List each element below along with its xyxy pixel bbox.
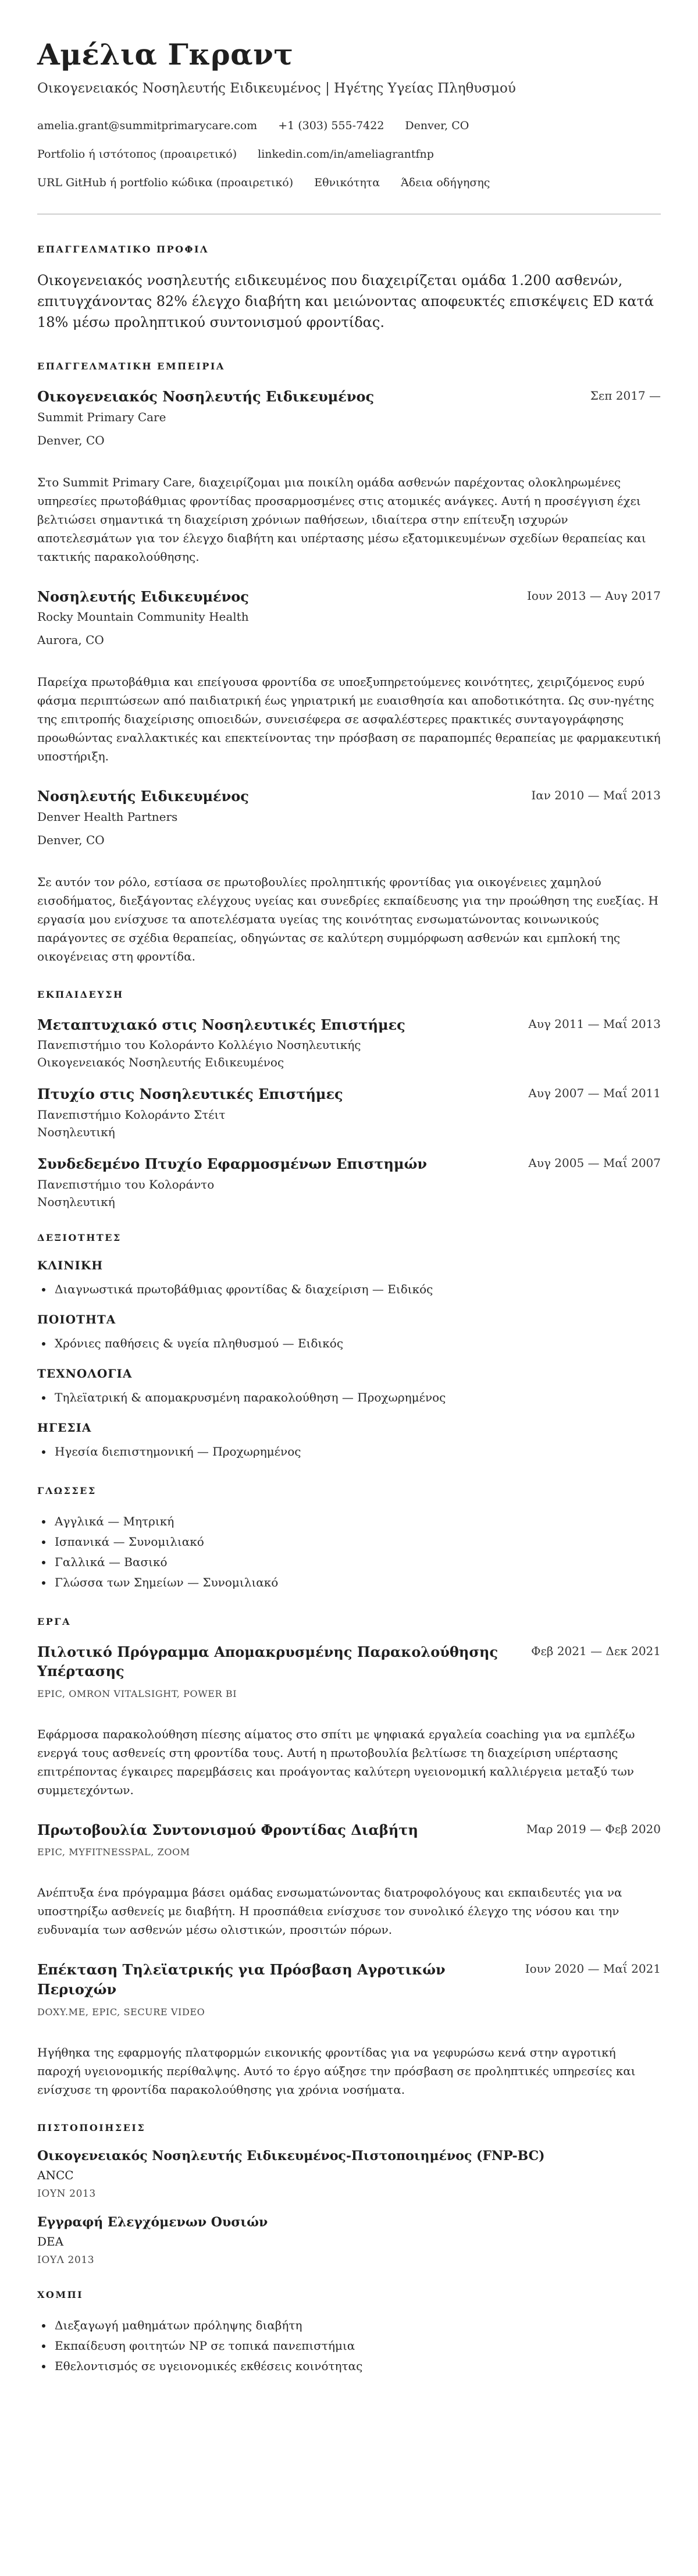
contact-row-3 (37, 176, 661, 189)
skill-item: Χρόνιες παθήσεις & υγεία πληθυσμού — Ειδικός (37, 1333, 661, 1354)
skill-group (37, 1421, 661, 1462)
job-location: Denver, CO (37, 433, 105, 447)
job-dates: Ιαν 2010 — Μαΐ 2013 (531, 788, 661, 803)
skill-category: ΠΟΙΟΤΗΤΑ (37, 1312, 116, 1326)
hobbies-section (37, 2289, 661, 2376)
skill-group (37, 1258, 661, 1300)
section-title: ΔΕΞΙΟΤΗΤΕΣ (37, 1232, 122, 1243)
hobby-item: Εθελοντισμός σε υγειονομικές εκθέσεις κοινότητας (37, 2356, 661, 2376)
employer: Rocky Mountain Community Health (37, 610, 249, 624)
job-description: Παρείχα πρωτοβάθμια και επείγουσα φροντίδα σε υποεξυπηρετούμενες κοινότητες, χειριζόμενος ευρύ φάσμα περιπτώσεων από παιδιατρική έως γηριατρική με ευαισθησία και αποδοτικότητα. Ως συν-ηγέτης της επιτροπής διαχείρισης οπιοειδών, συνεισέφερα σε ασφαλέστερες πρακτικές συνταγογράφησης προωθώντας εναλλακτικές και επεκτείνοντας την πρόσβαση σε παραπομπές θεραπείας με φαρμακευτική υποστήριξη. (37, 675, 661, 764)
certification-entry (37, 2215, 661, 2266)
skill-item: Τηλεϊατρική & απομακρυσμένη παρακολούθηση — Προχωρημένος (37, 1387, 661, 1408)
phone-number[interactable]: +1 (303) 555-7422 (278, 119, 384, 132)
school: Πανεπιστήμιο του Κολοράντο Κολλέγιο Νοσηλευτικής (37, 1038, 361, 1052)
job-dates: Ιουν 2013 — Αυγ 2017 (526, 588, 661, 603)
portfolio-link[interactable]: Portfolio ή ιστότοπος (προαιρετικό) (37, 148, 237, 161)
location: Denver, CO (405, 119, 469, 132)
degree: Πτυχίο στις Νοσηλευτικές Επιστήμες (37, 1086, 343, 1103)
project-name: Πιλοτικό Πρόγραμμα Απομακρυσμένης Παρακολούθησης Υπέρτασης (37, 1643, 498, 1680)
profile-section (37, 244, 661, 333)
section-title: ΓΛΩΣΣΕΣ (37, 1485, 97, 1496)
degree: Μεταπτυχιακό στις Νοσηλευτικές Επιστήμες (37, 1016, 405, 1033)
education-section (37, 989, 661, 1209)
certification-issuer: DEA (37, 2234, 64, 2248)
job-title: Νοσηλευτής Ειδικευμένος (37, 788, 249, 805)
skill-item: Διαγνωστικά πρωτοβάθμιας φροντίδας & διαχείριση — Ειδικός (37, 1279, 661, 1300)
certification-name: Εγγραφή Ελεγχόμενων Ουσιών (37, 2214, 268, 2230)
certification-name: Οικογενειακός Νοσηλευτής Ειδικευμένος-Πιστοποιημένος (FNP-BC) (37, 2148, 545, 2164)
language-item: Γλώσσα των Σημείων — Συνομιλιακό (37, 1572, 661, 1593)
contact-row-1 (37, 119, 661, 132)
school: Πανεπιστήμιο του Κολοράντο (37, 1177, 215, 1191)
skills-section (37, 1232, 661, 1462)
field-of-study: Νοσηλευτική (37, 1125, 115, 1139)
job-title: Νοσηλευτής Ειδικευμένος (37, 588, 249, 605)
section-title: ΕΡΓΑ (37, 1616, 71, 1627)
education-entry (37, 1084, 661, 1139)
experience-entry (37, 387, 661, 566)
degree: Συνδεδεμένο Πτυχίο Εφαρμοσμένων Επιστημών (37, 1155, 428, 1172)
hobby-item: Διεξαγωγή μαθημάτων πρόληψης διαβήτη (37, 2315, 661, 2336)
ethnicity: Εθνικότητα (314, 176, 380, 189)
project-entry (37, 1820, 661, 1940)
skill-item: Ηγεσία διεπιστημονική — Προχωρημένος (37, 1442, 661, 1462)
skill-category: ΗΓΕΣΙΑ (37, 1420, 92, 1435)
section-title: ΠΙΣΤΟΠΟΙΗΣΕΙΣ (37, 2122, 146, 2133)
languages-section (37, 1485, 661, 1593)
education-dates: Αυγ 2005 — Μαΐ 2007 (528, 1155, 661, 1170)
certifications-section (37, 2122, 661, 2266)
section-title: ΕΠΑΓΓΕΛΜΑΤΙΚΗ ΕΜΠΕΙΡΙΑ (37, 361, 225, 372)
education-dates: Αυγ 2011 — Μαΐ 2013 (528, 1016, 661, 1031)
skill-category: ΤΕΧΝΟΛΟΓΙΑ (37, 1366, 133, 1380)
certification-entry (37, 2148, 661, 2200)
driving-license: Άδεια οδήγησης (401, 176, 490, 189)
certification-issuer: ANCC (37, 2168, 74, 2182)
school: Πανεπιστήμιο Κολοράντο Στέιτ (37, 1107, 226, 1122)
profile-summary: Οικογενειακός νοσηλευτής ειδικευμένος που διαχειρίζεται ομάδα 1.200 ασθενών, επιτυγχάνοντας 82% έλεγχο διαβήτη και μειώνοντας αποφευκτές επισκέψεις ED κατά 18% μέσω προληπτικού συντονισμού φροντίδας. (37, 272, 654, 330)
project-tech: DOXY.ME, EPIC, SECURE VIDEO (37, 2006, 205, 2018)
linkedin-link[interactable]: linkedin.com/in/ameliagrantfnp (258, 148, 434, 161)
language-item: Αγγλικά — Μητρική (37, 1511, 661, 1532)
project-description: Ανέπτυξα ένα πρόγραμμα βάσει ομάδας ενσωματώνοντας διατροφολόγους και εκπαιδευτές για να υποστηρίξω ασθενείς με διαβήτη. Η προσπάθεια ενίσχυσε τον συνολικό έλεγχο της νόσου και την ευδυναμία των ασθενών μέσω ολιστικών, προσιτών πόρων. (37, 1885, 622, 1937)
project-tech: EPIC, MYFITNESSPAL, ZOOM (37, 1846, 190, 1858)
job-description: Στο Summit Primary Care, διαχειρίζομαι μια ποικίλη ομάδα ασθενών παρέχοντας ολοκληρωμένες υπηρεσίες πρωτοβάθμιας φροντίδας προσαρμοσμένες στις ατομικές ανάγκες. Αυτή η προσέγγιση έχει βελτιώσει σημαντικά τη διαχείριση χρόνιων παθήσεων, ιδιαίτερα στην επίτευξη ισχυρών αποτελεσμάτων για τον έλεγχο διαβήτη και υπέρτασης μέσω εξατομικευμένων σχεδίων θεραπείας και τακτικής παρακολούθησης. (37, 475, 646, 564)
job-location: Denver, CO (37, 832, 105, 847)
language-item: Ισπανικά — Συνομιλιακό (37, 1532, 661, 1552)
project-description: Ηγήθηκα της εφαρμογής πλατφορμών εικονικής φροντίδας για να γεφυρώσω κενά στην αγροτική παροχή υγειονομικής περίθαλψης. Αυτό το έργο αύξησε την πρόσβαση σε προληπτικές υπηρεσίες και ενίσχυσε τη φροντίδα παρακολούθησης για χρόνια νοσήματα. (37, 2045, 636, 2097)
project-tech: EPIC, OMRON VITALSIGHT, POWER BI (37, 1688, 237, 1699)
section-title: ΕΚΠΑΙΔΕΥΣΗ (37, 988, 124, 1000)
headline: Οικογενειακός Νοσηλευτής Ειδικευμένος | Ηγέτης Υγείας Πληθυσμού (37, 81, 516, 96)
field-of-study: Οικογενειακός Νοσηλευτής Ειδικευμένος (37, 1055, 284, 1070)
education-dates: Αυγ 2007 — Μαΐ 2011 (528, 1086, 661, 1101)
section-title: ΕΠΑΓΓΕΛΜΑΤΙΚΟ ΠΡΟΦΙΛ (37, 244, 209, 255)
certification-date: ΙΟΥΛ 2013 (37, 2254, 95, 2266)
field-of-study: Νοσηλευτική (37, 1194, 115, 1209)
education-entry (37, 1154, 661, 1209)
contact-row-2 (37, 148, 661, 161)
skill-group (37, 1312, 661, 1354)
experience-section (37, 361, 661, 966)
job-location: Aurora, CO (37, 633, 104, 647)
job-title: Οικογενειακός Νοσηλευτής Ειδικευμένος (37, 388, 375, 405)
project-description: Εφάρμοσα παρακολούθηση πίεσης αίματος στο σπίτι με ψηφιακά εργαλεία coaching για να εμπλέξω ενεργά τους ασθενείς στη φροντίδα τους. Αυτή η πρωτοβουλία βελτίωσε τη διαχείριση υπέρτασης επιτρέποντας έγκαιρες παρεμβάσεις και προάγοντας καλύτερη υγειονομική καλλιέργεια μεταξύ των συμμετεχόντων. (37, 1727, 635, 1797)
education-entry (37, 1015, 661, 1070)
project-name: Πρωτοβουλία Συντονισμού Φροντίδας Διαβήτη (37, 1821, 418, 1838)
employer: Summit Primary Care (37, 410, 166, 424)
project-entry (37, 1642, 661, 1799)
project-name: Επέκταση Τηλεϊατρικής για Πρόσβαση Αγροτικών Περιοχών (37, 1961, 446, 1998)
project-dates: Ιουν 2020 — Μαΐ 2021 (525, 1962, 661, 1976)
github-link[interactable]: URL GitHub ή portfolio κώδικα (προαιρετικό) (37, 176, 294, 189)
experience-entry (37, 787, 661, 966)
job-description: Σε αυτόν τον ρόλο, εστίασα σε πρωτοβουλίες προληπτικής φροντίδας για οικογένειες χαμηλού εισοδήματος, διεξάγοντας ελέγχους υγείας και συνεδρίες εκπαίδευσης για την προώθηση της ευεξίας. Η εργασία μου ενίσχυσε τα αποτελέσματα υγείας της κοινότητας ενσωματώνοντας κοινωνικούς παράγοντες σε σχέδια θεραπείας, οδηγώντας σε καλύτερη συμμόρφωση ασθενών και εμπλοκή της οικογένειας στη φροντίδα. (37, 874, 658, 963)
project-dates: Μαρ 2019 — Φεβ 2020 (526, 1821, 661, 1836)
header-divider (37, 214, 661, 215)
email-link[interactable]: amelia.grant@summitprimarycare.com (37, 119, 258, 132)
certification-date: ΙΟΥΝ 2013 (37, 2187, 96, 2200)
hobby-item: Εκπαίδευση φοιτητών NP σε τοπικά πανεπιστήμια (37, 2336, 661, 2356)
resume-header (37, 38, 661, 189)
job-dates: Σεπ 2017 — (590, 389, 661, 403)
project-entry (37, 1960, 661, 2098)
experience-entry (37, 587, 661, 766)
projects-section (37, 1616, 661, 2099)
skill-category: ΚΛΙΝΙΚΗ (37, 1258, 104, 1272)
employer: Denver Health Partners (37, 809, 178, 824)
project-dates: Φεβ 2021 — Δεκ 2021 (531, 1643, 661, 1658)
section-title: ΧΟΜΠΙ (37, 2289, 84, 2300)
language-item: Γαλλικά — Βασικό (37, 1552, 661, 1572)
skill-group (37, 1367, 661, 1408)
candidate-name: Αμέλια Γκραντ (37, 37, 294, 72)
